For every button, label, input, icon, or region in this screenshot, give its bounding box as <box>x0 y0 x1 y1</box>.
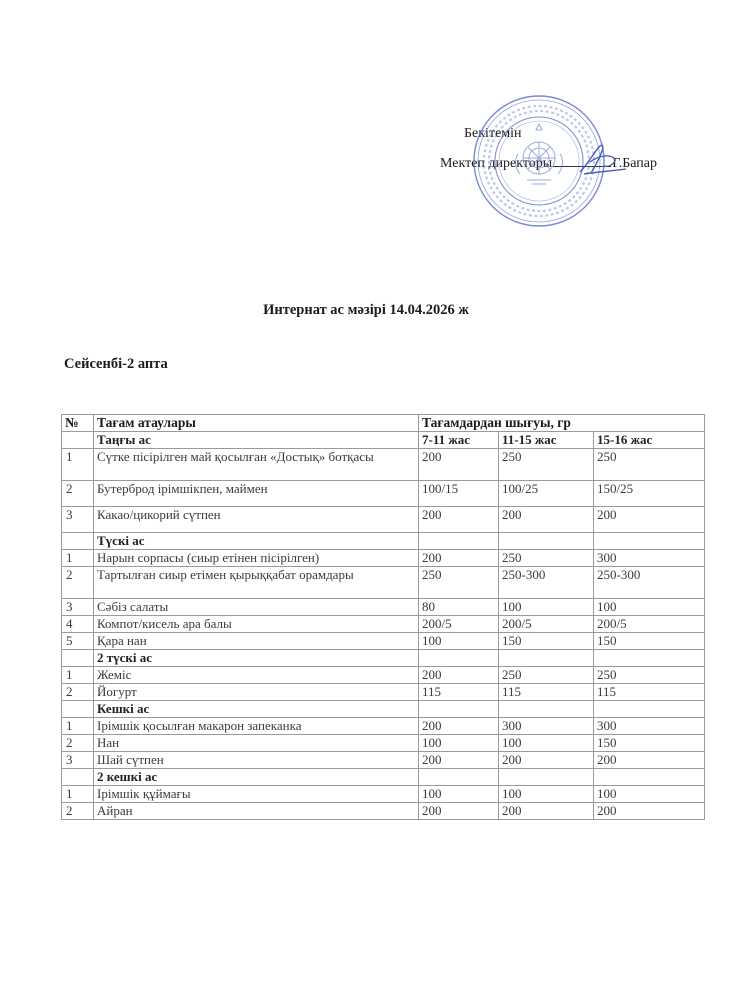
dish-name: Йогурт <box>94 684 419 701</box>
portion-value: 250-300 <box>499 567 594 599</box>
portion-value: 250 <box>499 449 594 481</box>
menu-table <box>61 414 705 820</box>
portion-value: 100 <box>594 599 705 616</box>
dish-name: Жеміс <box>94 667 419 684</box>
age-group-cell: 7-11 жас <box>419 432 499 449</box>
portion-value: 150 <box>594 735 705 752</box>
portion-value: 200/5 <box>419 616 499 633</box>
dish-name: Какао/цикорий сүтпен <box>94 507 419 533</box>
director-title: Мектеп директоры <box>440 156 553 171</box>
director-line <box>440 154 657 173</box>
dish-row <box>62 667 705 684</box>
approval-label: Бекітемін <box>464 126 522 141</box>
dish-number: 1 <box>62 667 94 684</box>
meal-title: 2 түскі ас <box>94 650 419 667</box>
table-header-row <box>62 415 705 432</box>
portion-value: 250 <box>594 667 705 684</box>
meal-num-cell <box>62 533 94 550</box>
meal-title: Түскі ас <box>94 533 419 550</box>
dish-row <box>62 684 705 701</box>
portion-value: 300 <box>594 718 705 735</box>
portion-value: 115 <box>499 684 594 701</box>
portion-value: 200 <box>419 803 499 820</box>
week-subtitle: Сейсенбі-2 апта <box>64 356 168 372</box>
dish-number: 2 <box>62 735 94 752</box>
age-group-cell <box>499 650 594 667</box>
age-group-cell: 15-16 жас <box>594 432 705 449</box>
meal-section-row <box>62 650 705 667</box>
dish-number: 2 <box>62 481 94 507</box>
portion-value: 300 <box>594 550 705 567</box>
portion-value: 100 <box>594 786 705 803</box>
dish-number: 2 <box>62 567 94 599</box>
meal-section-row <box>62 432 705 449</box>
dish-name: Шай сүтпен <box>94 752 419 769</box>
header-yield: Тағамдардан шығуы, гр <box>419 415 705 432</box>
portion-value: 100/15 <box>419 481 499 507</box>
portion-value: 200 <box>594 803 705 820</box>
meal-section-row <box>62 769 705 786</box>
age-group-cell <box>594 650 705 667</box>
portion-value: 200 <box>419 718 499 735</box>
age-group-cell <box>594 769 705 786</box>
portion-value: 200 <box>419 752 499 769</box>
meal-section-row <box>62 701 705 718</box>
meal-title: Кешкі ас <box>94 701 419 718</box>
portion-value: 100 <box>499 599 594 616</box>
dish-name: Ірімшік қосылған макарон запеканка <box>94 718 419 735</box>
portion-value: 150 <box>594 633 705 650</box>
portion-value: 250 <box>594 449 705 481</box>
dish-row <box>62 803 705 820</box>
portion-value: 115 <box>419 684 499 701</box>
dish-row <box>62 599 705 616</box>
age-group-cell <box>419 650 499 667</box>
meal-num-cell <box>62 650 94 667</box>
portion-value: 200 <box>419 667 499 684</box>
portion-value: 115 <box>594 684 705 701</box>
age-group-cell <box>419 533 499 550</box>
age-group-cell <box>594 701 705 718</box>
header-dish-name: Тағам атаулары <box>94 415 419 432</box>
age-group-cell <box>499 769 594 786</box>
dish-name: Нан <box>94 735 419 752</box>
portion-value: 150 <box>499 633 594 650</box>
dish-name: Нарын сорпасы (сиыр етінен пісірілген) <box>94 550 419 567</box>
meal-section-row <box>62 533 705 550</box>
portion-value: 150/25 <box>594 481 705 507</box>
dish-number: 3 <box>62 599 94 616</box>
portion-value: 100 <box>499 786 594 803</box>
dish-name: Ірімшік құймағы <box>94 786 419 803</box>
portion-value: 200 <box>419 550 499 567</box>
portion-value: 100 <box>499 735 594 752</box>
age-group-cell <box>594 533 705 550</box>
dish-row <box>62 616 705 633</box>
portion-value: 300 <box>499 718 594 735</box>
portion-value: 80 <box>419 599 499 616</box>
dish-number: 2 <box>62 803 94 820</box>
dish-row <box>62 633 705 650</box>
dish-name: Сәбіз салаты <box>94 599 419 616</box>
dish-row <box>62 786 705 803</box>
meal-num-cell <box>62 769 94 786</box>
dish-number: 1 <box>62 550 94 567</box>
portion-value: 200 <box>594 752 705 769</box>
portion-value: 100 <box>419 786 499 803</box>
age-group-cell <box>499 701 594 718</box>
page-title: Интернат ас мәзірі 14.04.2026 ж <box>263 302 469 318</box>
portion-value: 200 <box>594 507 705 533</box>
dish-row <box>62 567 705 599</box>
age-group-cell <box>499 533 594 550</box>
age-group-cell: 11-15 жас <box>499 432 594 449</box>
portion-value: 200 <box>419 449 499 481</box>
portion-value: 200 <box>499 507 594 533</box>
portion-value: 250 <box>499 550 594 567</box>
dish-number: 2 <box>62 684 94 701</box>
dish-row <box>62 550 705 567</box>
dish-row <box>62 735 705 752</box>
dish-number: 1 <box>62 449 94 481</box>
portion-value: 200/5 <box>499 616 594 633</box>
portion-value: 200/5 <box>594 616 705 633</box>
signature-line <box>553 154 611 167</box>
dish-row <box>62 449 705 481</box>
header-num: № <box>62 415 94 432</box>
dish-number: 5 <box>62 633 94 650</box>
dish-name: Сүтке пісірілген май қосылған «Достық» ботқасы <box>94 449 419 481</box>
portion-value: 250 <box>419 567 499 599</box>
dish-row <box>62 752 705 769</box>
portion-value: 100 <box>419 633 499 650</box>
age-group-cell <box>419 701 499 718</box>
meal-num-cell <box>62 432 94 449</box>
dish-row <box>62 507 705 533</box>
portion-value: 250 <box>499 667 594 684</box>
portion-value: 200 <box>499 803 594 820</box>
meal-title: Таңғы ас <box>94 432 419 449</box>
dish-name: Қара нан <box>94 633 419 650</box>
dish-number: 3 <box>62 752 94 769</box>
dish-name: Айран <box>94 803 419 820</box>
dish-number: 1 <box>62 786 94 803</box>
dish-name: Компот/кисель ара балы <box>94 616 419 633</box>
director-name: Г.Бапар <box>612 156 658 171</box>
dish-name: Тартылған сиыр етімен қырыққабат орамдары <box>94 567 419 599</box>
portion-value: 100 <box>419 735 499 752</box>
meal-title: 2 кешкі ас <box>94 769 419 786</box>
portion-value: 200 <box>499 752 594 769</box>
portion-value: 100/25 <box>499 481 594 507</box>
dish-number: 4 <box>62 616 94 633</box>
menu-table-body <box>62 415 705 820</box>
age-group-cell <box>419 769 499 786</box>
dish-number: 1 <box>62 718 94 735</box>
dish-row <box>62 481 705 507</box>
meal-num-cell <box>62 701 94 718</box>
dish-number: 3 <box>62 507 94 533</box>
portion-value: 200 <box>419 507 499 533</box>
dish-row <box>62 718 705 735</box>
portion-value: 250-300 <box>594 567 705 599</box>
dish-name: Бутерброд ірімшікпен, маймен <box>94 481 419 507</box>
